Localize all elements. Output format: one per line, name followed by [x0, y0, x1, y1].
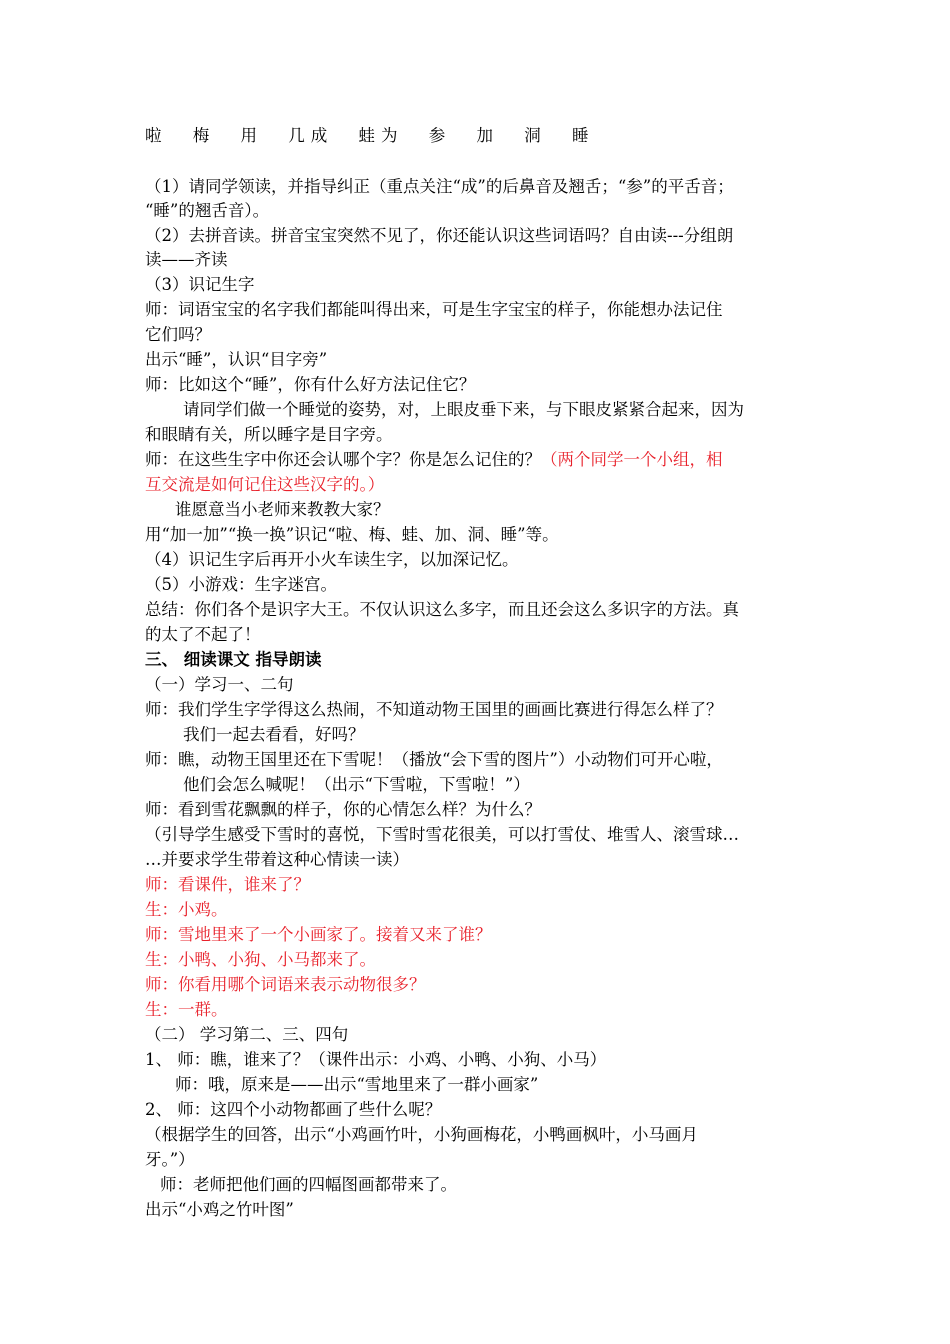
paragraph-line: （根据学生的回答，出示“小鸡画竹叶，小狗画梅花，小鸭画枫叶，小马画月 — [145, 1125, 698, 1144]
paragraph-line: 它们吗？ — [145, 325, 211, 344]
dialogue-line: 生：小鸭、小狗、小马都来了。 — [145, 950, 376, 969]
paragraph-line: 谁愿意当小老师来教教大家？ — [175, 500, 390, 519]
paragraph-line: 他们会怎么喊呢！（出示“下雪啦，下雪啦！”） — [183, 775, 530, 794]
paragraph-line: 和眼睛有关，所以睡字是目字旁。 — [145, 425, 393, 444]
paragraph-line — [145, 448, 723, 472]
paragraph-line: （4）识记生字后再开小火车读生字，以加深记忆。 — [145, 550, 519, 569]
paragraph-line: 总结：你们各个是识字大王。不仅认识这么多字，而且还会这么多识字的方法。真 — [145, 600, 739, 619]
subsection-heading: （二） 学习第二、三、四句 — [145, 1025, 349, 1044]
paragraph-line: （引导学生感受下雪时的喜悦，下雪时雪花很美，可以打雪仗、堆雪人、滚雪球… — [145, 825, 739, 844]
paragraph-line: 牙。”） — [145, 1150, 195, 1169]
paragraph-line: 师：哦，原来是——出示“雪地里来了一群小画家” — [175, 1075, 539, 1094]
paragraph-line: 师：老师把他们画的四幅图画都带来了。 — [160, 1175, 457, 1194]
paragraph-line: 我们一起去看看，好吗？ — [183, 725, 365, 744]
paragraph-line: 1、 师：瞧，谁来了？（课件出示：小鸡、小鸭、小狗、小马） — [145, 1050, 607, 1069]
paragraph-line: 出示“小鸡之竹叶图” — [145, 1200, 294, 1219]
paragraph-line: 2、 师：这四个小动物都画了些什么呢？ — [145, 1100, 442, 1119]
paragraph-line: （3）识记生字 — [145, 275, 255, 294]
paragraph-line: 师：看到雪花飘飘的样子，你的心情怎么样？为什么？ — [145, 800, 541, 819]
dialogue-line: 生：一群。 — [145, 1000, 228, 1019]
paragraph-line: 用“加一加”“换一换”识记“啦、梅、蛙、加、洞、睡”等。 — [145, 525, 559, 544]
paragraph-line: 师：比如这个“睡”，你有什么好方法记住它？ — [145, 375, 476, 394]
paragraph-line: （5）小游戏：生字迷宫。 — [145, 575, 337, 594]
highlight-note: 互交流是如何记住这些汉字的。） — [145, 475, 385, 494]
paragraph-line: （1）请同学领读，并指导纠正（重点关注“成”的后鼻音及翘舌；“参”的平舌音； — [145, 177, 734, 196]
dialogue-line: 生：小鸡。 — [145, 900, 228, 919]
section-heading: 三、 细读课文 指导朗读 — [145, 650, 322, 669]
paragraph-line: 师：瞧，动物王国里还在下雪呢！（播放“会下雪的图片”）小动物们可开心啦， — [145, 750, 723, 769]
subsection-heading: （一）学习一、二句 — [145, 675, 294, 694]
paragraph-line: …并要求学生带着这种心情读一读） — [145, 850, 409, 869]
paragraph-line: 出示“睡”，认识“目字旁” — [145, 350, 328, 369]
dialogue-line: 师：看课件，谁来了？ — [145, 875, 310, 894]
vocab-words: 啦 梅 用 几成 蛙为 参 加 洞 睡 — [145, 126, 595, 145]
paragraph-line: 请同学们做一个睡觉的姿势，对，上眼皮垂下来，与下眼皮紧紧合起来，因为 — [183, 400, 744, 419]
teacher-question: 师：在这些生字中你还会认哪个字？你是怎么记住的？ — [145, 450, 541, 469]
paragraph-line: 读——齐读 — [145, 250, 228, 269]
paragraph-line: 师：我们学生字学得这么热闹，不知道动物王国里的画画比赛进行得怎么样了？ — [145, 700, 723, 719]
dialogue-line: 师：雪地里来了一个小画家了。接着又来了谁？ — [145, 925, 492, 944]
paragraph-line: 师：词语宝宝的名字我们都能叫得出来，可是生字宝宝的样子，你能想办法记住 — [145, 300, 723, 319]
paragraph-line: （2）去拼音读。拼音宝宝突然不见了，你还能认识这些词语吗？自由读---分组朗 — [145, 226, 734, 245]
paragraph-line: 的太了不起了！ — [145, 625, 261, 644]
dialogue-line: 师：你看用哪个词语来表示动物很多？ — [145, 975, 426, 994]
highlight-note: （两个同学一个小组，相 — [541, 450, 723, 469]
paragraph-line: “睡”的翘舌音）。 — [145, 201, 270, 220]
